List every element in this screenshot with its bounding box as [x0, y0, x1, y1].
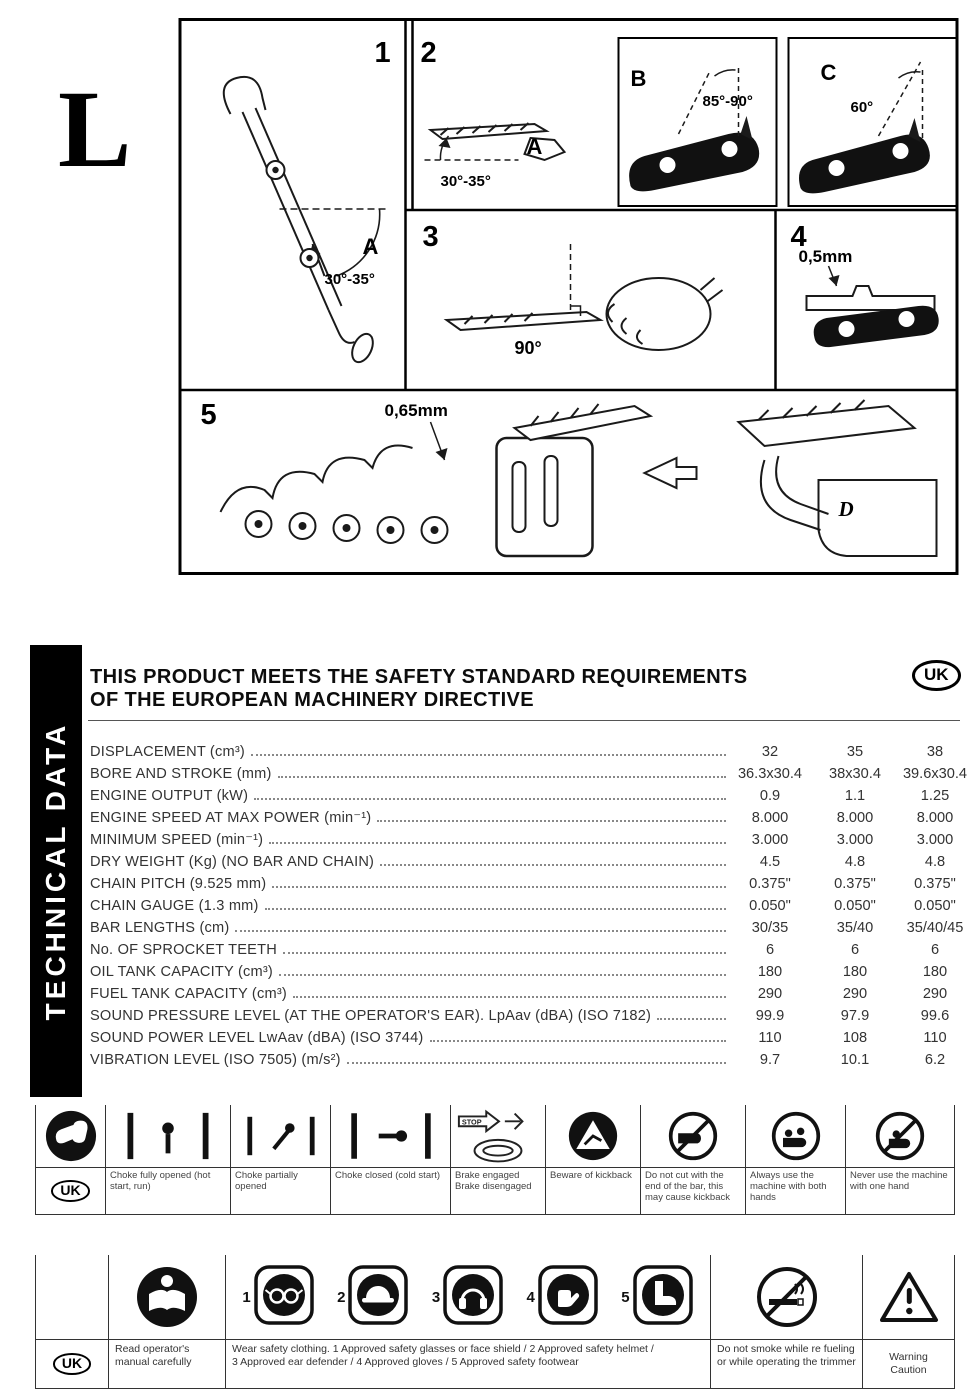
symbol-cell-choke-partial — [230, 1105, 330, 1214]
item-number: 3 — [431, 1288, 441, 1306]
technical-row-value: 110 — [923, 1030, 947, 1046]
technical-row-label: ENGINE SPEED AT MAX POWER (min⁻¹) — [90, 810, 372, 826]
warning-line2: Caution — [890, 1364, 927, 1376]
technical-row-value: 8.000 — [751, 810, 789, 826]
technical-row-value: 30/35 — [751, 920, 789, 936]
bar-tip-prohibition-icon — [641, 1105, 745, 1167]
technical-row-label: CHAIN PITCH (9.525 mm) — [90, 876, 267, 892]
technical-row-value: 108 — [842, 1030, 868, 1046]
dotted-leader — [347, 1062, 726, 1064]
technical-row-value: 8.000 — [836, 810, 874, 826]
dotted-leader — [283, 952, 726, 954]
technical-row-label: OIL TANK CAPACITY (cm³) — [90, 964, 273, 980]
one-hand-prohibition-icon — [846, 1105, 954, 1167]
technical-row-label: DRY WEIGHT (Kg) (NO BAR AND CHAIN) — [90, 854, 375, 870]
safety-gloves-group — [527, 1264, 599, 1331]
dotted-leader — [380, 864, 726, 866]
uk-language-badge: UK — [53, 1353, 91, 1374]
chain-brake-icon — [451, 1105, 545, 1167]
technical-row-label: BAR LENGTHS (cm) — [90, 920, 230, 936]
technical-row-value: 0.375" — [834, 876, 876, 892]
symbol-caption: Never use the machine with one hand — [846, 1167, 954, 1214]
technical-row-value: 3.000 — [916, 832, 954, 848]
technical-row-value: 0.050" — [834, 898, 876, 914]
panel-3-number: 3 — [422, 221, 439, 253]
technical-row — [90, 936, 968, 958]
warning-triangle-icon — [863, 1255, 954, 1339]
item-number: 4 — [526, 1288, 535, 1306]
dotted-leader — [657, 1018, 726, 1020]
gauge-value-4: 0,5mm — [798, 247, 853, 266]
technical-row-label: SOUND POWER LEVEL LwAav (dBA) (ISO 3744) — [90, 1030, 424, 1046]
technical-row-value: 6.2 — [924, 1052, 946, 1068]
technical-row — [90, 980, 968, 1002]
ear-defender-icon — [442, 1264, 504, 1331]
technical-row-value: 290 — [842, 986, 868, 1002]
technical-row-value: 9.7 — [759, 1052, 781, 1068]
symbol-caption: Always use the machine with both hands — [746, 1167, 845, 1214]
technical-row — [90, 826, 968, 848]
item-number: 5 — [621, 1288, 630, 1306]
technical-row-value: 180 — [842, 964, 868, 980]
technical-row-value: 36.3x30.4 — [737, 766, 803, 782]
angle-label-a2: A — [526, 134, 543, 159]
safety-cell-no-smoking — [710, 1255, 862, 1388]
both-hands-icon — [746, 1105, 845, 1167]
technical-row-value: 1.1 — [844, 788, 866, 804]
panel-4-illustration — [807, 266, 939, 347]
technical-row-value: 32 — [761, 744, 779, 760]
technical-table — [90, 738, 968, 1068]
technical-row-value: 8.000 — [916, 810, 954, 826]
technical-row-value: 0.375" — [914, 876, 956, 892]
symbol-caption: Choke partially opened — [231, 1167, 330, 1214]
panel-5-illustration — [221, 400, 937, 556]
dotted-leader — [293, 996, 726, 998]
panel-b-illustration — [629, 66, 759, 191]
symbol-cell-kickback — [545, 1105, 640, 1214]
dotted-leader — [278, 776, 726, 778]
angle-label-a1: A — [362, 234, 379, 259]
symbol-caption: Choke fully opened (hot start, run) — [106, 1167, 230, 1214]
technical-row-label: CHAIN GAUGE (1.3 mm) — [90, 898, 259, 914]
technical-row — [90, 1002, 968, 1024]
technical-row-value: 39.6x30.4 — [902, 766, 968, 782]
dotted-leader — [254, 798, 726, 800]
technical-row-label: BORE AND STROKE (mm) — [90, 766, 272, 782]
dotted-leader — [430, 1040, 727, 1042]
safety-gloves-icon — [537, 1264, 599, 1331]
safety-strip — [35, 1255, 955, 1389]
technical-row — [90, 738, 968, 760]
technical-row-label: ENGINE OUTPUT (kW) — [90, 788, 249, 804]
technical-row-value: 35/40 — [836, 920, 874, 936]
technical-row — [90, 848, 968, 870]
technical-row-value: 4.8 — [924, 854, 946, 870]
safety-helmet-icon — [347, 1264, 409, 1331]
technical-row-value: 180 — [922, 964, 948, 980]
figure-box — [178, 18, 959, 575]
symbol-cell-both-hands — [745, 1105, 845, 1214]
ear-defender-group — [432, 1264, 504, 1331]
panel-b-label: B — [630, 66, 647, 91]
sharpening-figure — [178, 18, 959, 575]
panel-1-number: 1 — [374, 37, 391, 69]
technical-row-value: 35/40/45 — [906, 920, 964, 936]
kickback-warning-icon — [546, 1105, 640, 1167]
symbol-caption: Brake engaged Brake disengaged — [451, 1167, 545, 1214]
safety-helmet-group — [337, 1264, 409, 1331]
technical-row-value: 290 — [757, 986, 783, 1002]
panel-2-illustration — [425, 123, 565, 160]
symbols-strip — [35, 1105, 955, 1215]
technical-data-label: TECHNICAL DATA — [40, 721, 71, 1021]
panel-d-label: D — [838, 497, 854, 521]
panel-4-number: 4 — [790, 221, 807, 253]
technical-row-value: 110 — [758, 1030, 782, 1046]
technical-row-value: 38x30.4 — [829, 766, 881, 782]
safety-cell-uk — [35, 1255, 108, 1388]
panel-c-angle: 60° — [850, 99, 874, 116]
technical-row-label: DISPLACEMENT (cm³) — [90, 744, 245, 760]
section-letter: L — [58, 68, 132, 190]
uk-language-badge: UK — [912, 660, 961, 691]
technical-row-value: 99.6 — [920, 1008, 950, 1024]
angle-value-3: 90° — [514, 338, 542, 358]
technical-row-value: 3.000 — [751, 832, 789, 848]
heading-rule — [88, 720, 960, 721]
panel-1-illustration — [224, 77, 377, 366]
panel-5-number: 5 — [200, 399, 217, 431]
safety-cell-clothing — [225, 1255, 710, 1388]
technical-row-value: 0.050" — [749, 898, 791, 914]
technical-row-value: 10.1 — [840, 1052, 870, 1068]
safety-glasses-group — [242, 1264, 314, 1331]
heading-line1: THIS PRODUCT MEETS THE SAFETY STANDARD REQUIREMENTS — [90, 666, 748, 688]
stop-label: STOP — [461, 1117, 482, 1127]
symbol-caption: Beware of kickback — [546, 1167, 640, 1214]
symbol-cell-uk — [35, 1105, 105, 1214]
clothing-caption-line2: 3 Approved ear defender / 4 Approved gloves / 5 Approved safety footwear — [232, 1356, 579, 1369]
technical-row-value: 35 — [846, 744, 864, 760]
angle-value-1: 30°-35° — [324, 271, 375, 288]
dotted-leader — [235, 930, 726, 932]
technical-row — [90, 1046, 968, 1068]
hands-icon — [36, 1105, 105, 1167]
technical-row — [90, 870, 968, 892]
panel-b-angle: 85°-90° — [702, 93, 753, 110]
technical-row — [90, 804, 968, 826]
technical-row-value: 290 — [922, 986, 948, 1002]
technical-row-value: 1.25 — [920, 788, 950, 804]
clothing-caption-line1: Wear safety clothing. 1 Approved safety glasses or face shield / 2 Approved safety helmet / — [232, 1343, 654, 1355]
technical-row-value: 4.5 — [759, 854, 781, 870]
technical-row-label: No. OF SPROCKET TEETH — [90, 942, 277, 958]
symbol-caption — [36, 1167, 105, 1214]
technical-row-label: VIBRATION LEVEL (ISO 7505) (m/s²) — [90, 1052, 341, 1068]
safety-cell-read-manual — [108, 1255, 225, 1388]
heading-line2: OF THE EUROPEAN MACHINERY DIRECTIVE — [90, 689, 535, 711]
technical-row — [90, 892, 968, 914]
technical-row-value: 3.000 — [836, 832, 874, 848]
symbol-cell-one-hand — [845, 1105, 955, 1214]
panel-c-label: C — [820, 60, 837, 85]
technical-row — [90, 914, 968, 936]
technical-row-value: 180 — [757, 964, 783, 980]
symbol-caption: Do not cut with the end of the bar, this may cause kickback — [641, 1167, 745, 1214]
technical-row-label: FUEL TANK CAPACITY (cm³) — [90, 986, 287, 1002]
symbol-cell-choke-closed — [330, 1105, 450, 1214]
choke-partially-opened-icon — [231, 1105, 330, 1167]
uk-language-badge: UK — [51, 1180, 89, 1201]
dotted-leader — [265, 908, 726, 910]
safety-caption: Do not smoke while re fueling or while operating the trimmer — [711, 1339, 862, 1388]
technical-row — [90, 760, 968, 782]
panel-2-number: 2 — [420, 37, 437, 69]
safety-footwear-group — [621, 1264, 693, 1331]
empty-cell — [36, 1255, 108, 1339]
dotted-leader — [279, 974, 726, 976]
technical-row-label: MINIMUM SPEED (min⁻¹) — [90, 832, 264, 848]
symbol-cell-choke-open — [105, 1105, 230, 1214]
technical-row-value: 4.8 — [844, 854, 866, 870]
symbol-cell-brake — [450, 1105, 545, 1214]
technical-row-label: SOUND PRESSURE LEVEL (AT THE OPERATOR'S EAR). LpAav (dBA) (ISO 7182) — [90, 1008, 652, 1024]
dotted-leader — [272, 886, 726, 888]
warning-line1: Warning — [889, 1350, 928, 1363]
choke-fully-opened-icon — [106, 1105, 230, 1167]
dotted-leader — [251, 754, 726, 756]
technical-row-value: 6 — [765, 942, 775, 958]
dotted-leader — [269, 842, 726, 844]
symbol-cell-no-tip-cut — [640, 1105, 745, 1214]
safety-caption — [863, 1339, 954, 1388]
no-smoking-icon — [711, 1255, 862, 1339]
technical-row-value: 0.375" — [749, 876, 791, 892]
safety-caption — [226, 1339, 710, 1388]
safety-standard-heading — [90, 666, 747, 712]
technical-row-value: 6 — [930, 942, 940, 958]
gauge-value-5: 0,65mm — [384, 401, 448, 420]
safety-footwear-icon — [632, 1264, 694, 1331]
technical-row-value: 97.9 — [840, 1008, 870, 1024]
technical-row-value: 99.9 — [755, 1008, 785, 1024]
technical-row-value: 38 — [926, 744, 944, 760]
technical-row-value: 6 — [850, 942, 860, 958]
angle-value-2: 30°-35° — [440, 173, 491, 190]
technical-data-sidebar — [30, 645, 82, 1097]
item-number: 2 — [337, 1288, 346, 1306]
safety-caption: Read operator's manual carefully — [109, 1339, 225, 1388]
item-number: 1 — [242, 1288, 251, 1306]
safety-caption — [36, 1339, 108, 1388]
technical-row — [90, 958, 968, 980]
read-manual-icon — [109, 1255, 225, 1339]
technical-row — [90, 782, 968, 804]
symbol-caption: Choke closed (cold start) — [331, 1167, 450, 1214]
technical-row — [90, 1024, 968, 1046]
dotted-leader — [377, 820, 726, 822]
technical-row-value: 0.050" — [914, 898, 956, 914]
technical-row-value: 0.9 — [759, 788, 781, 804]
safety-cell-warning — [862, 1255, 955, 1388]
choke-closed-icon — [331, 1105, 450, 1167]
safety-glasses-icon — [253, 1264, 315, 1331]
panel-3-illustration — [447, 244, 723, 350]
panel-c-illustration — [799, 62, 930, 193]
